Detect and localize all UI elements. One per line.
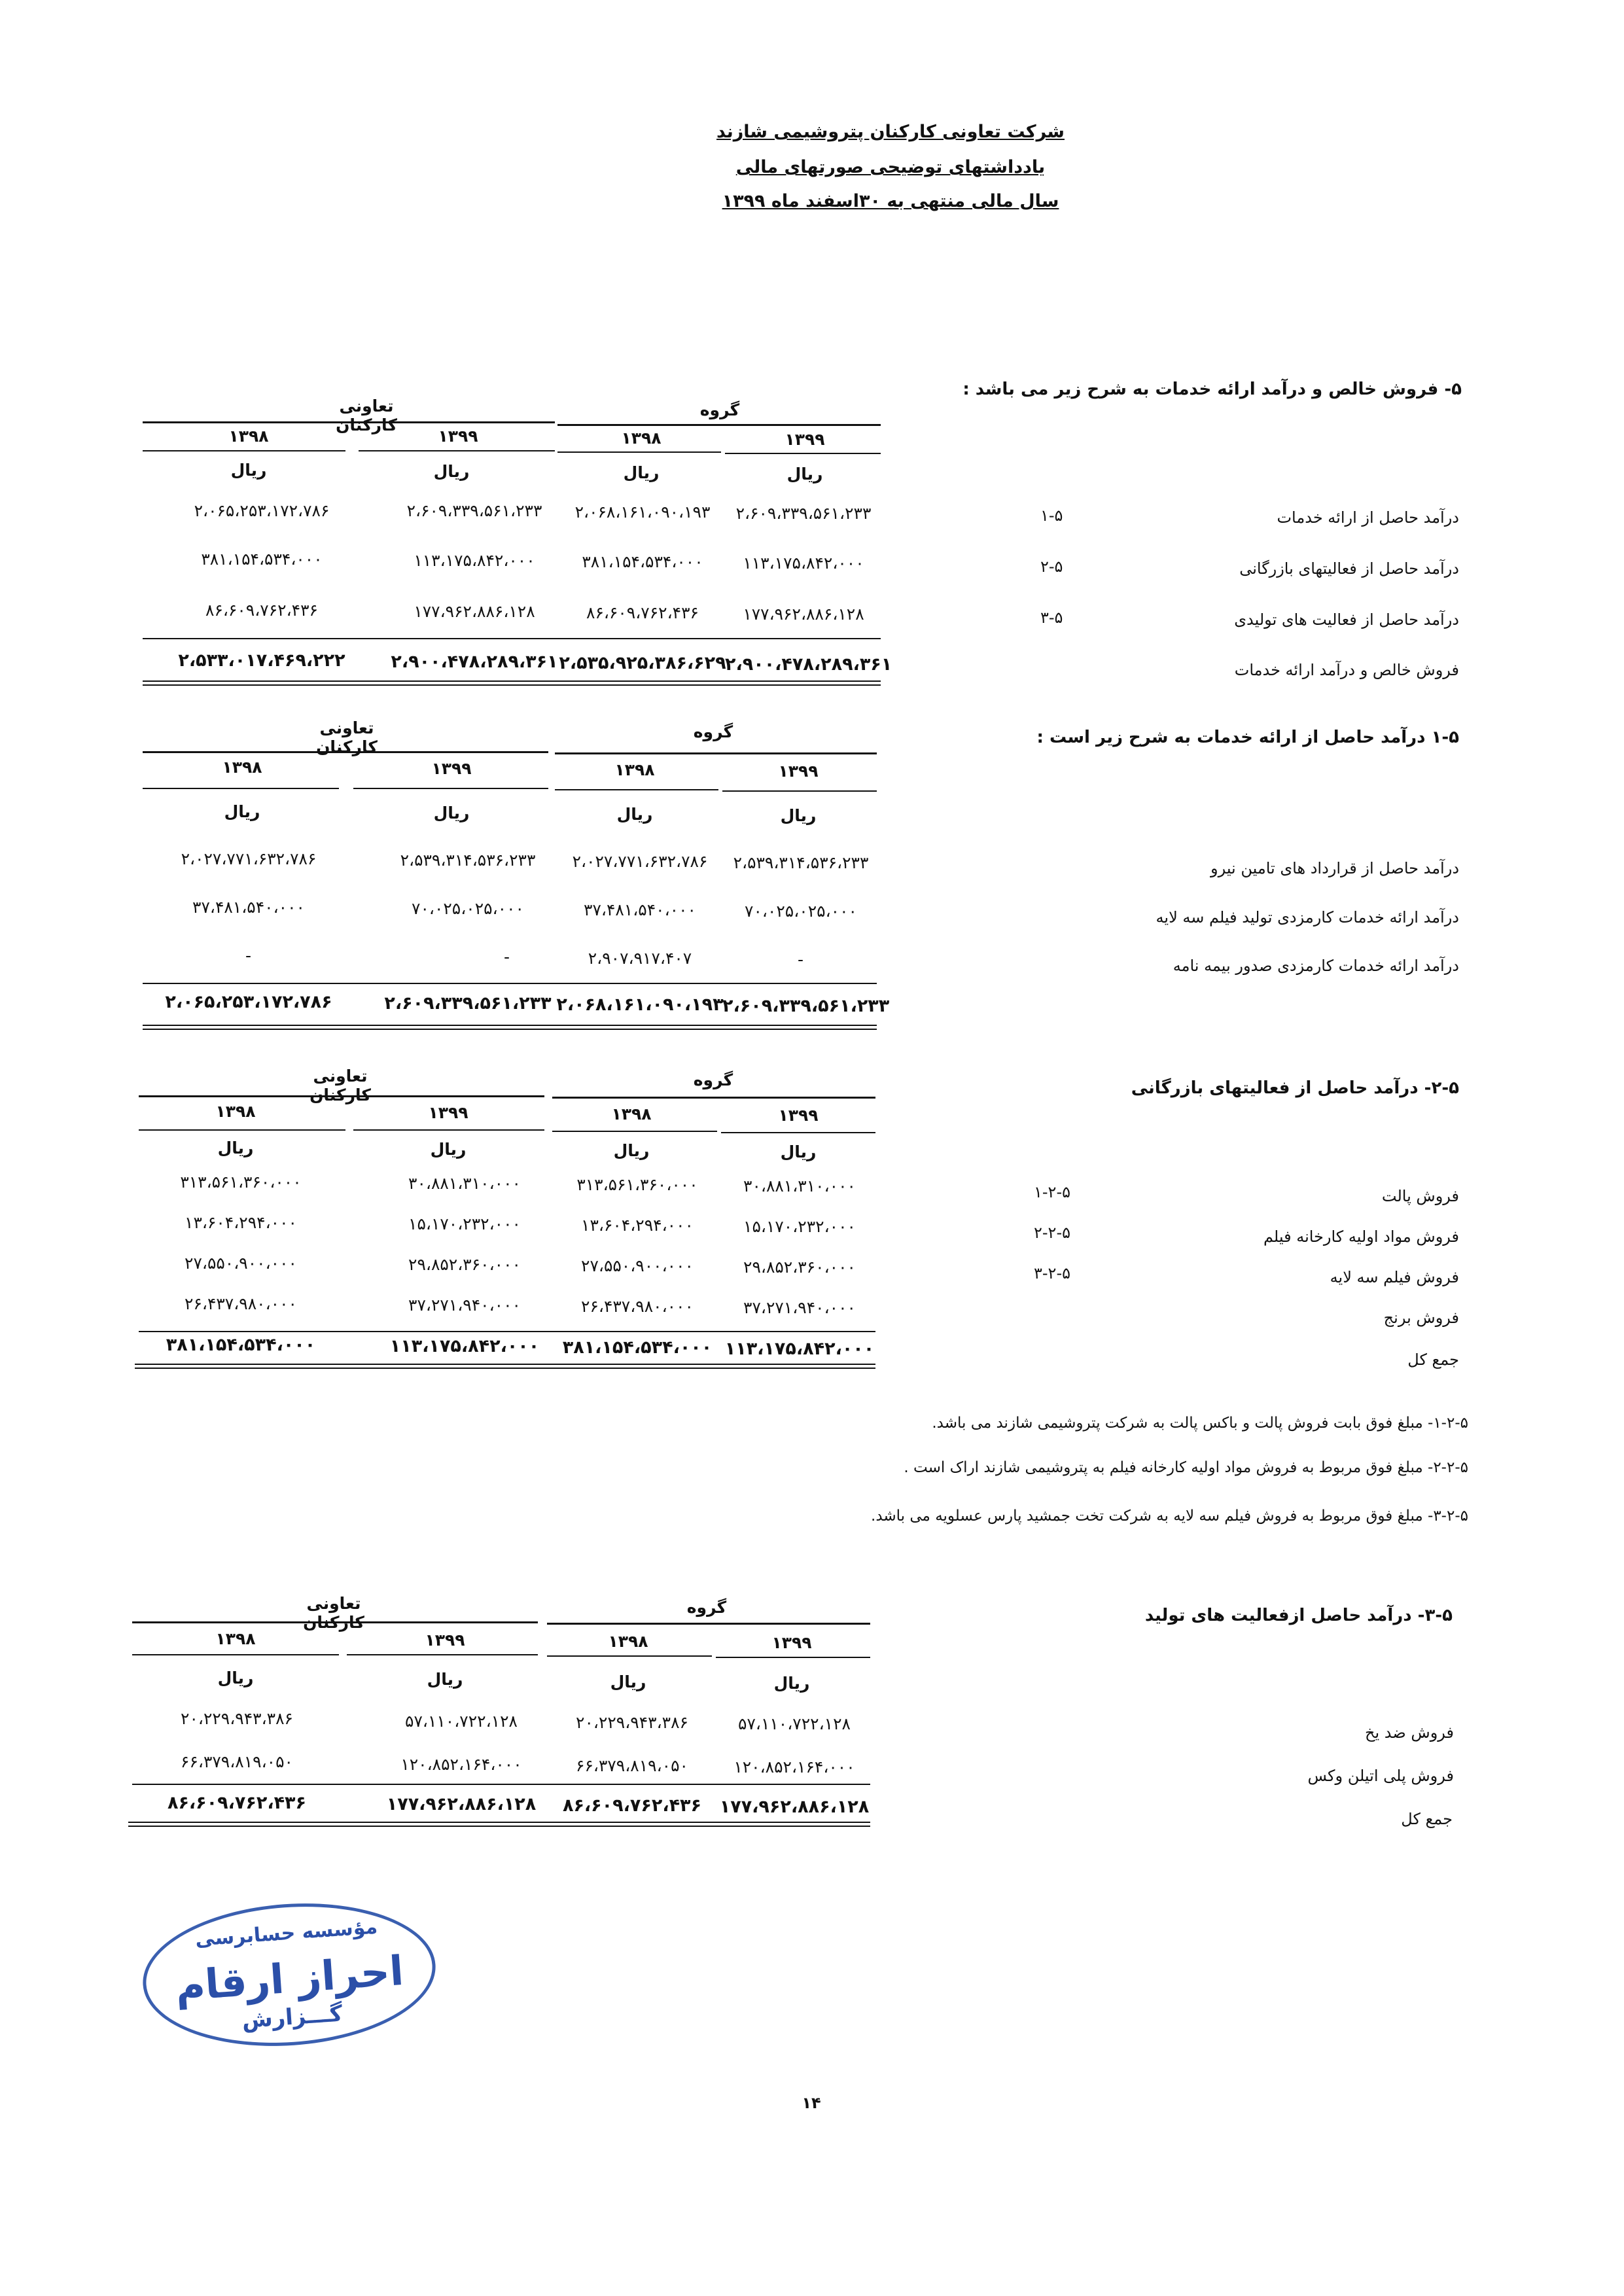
group-heading: گروه [693, 722, 733, 741]
cell-coop-1398: ۶۶،۳۷۹،۸۱۹،۰۵۰ [181, 1752, 293, 1771]
unit-rial: ریال [224, 802, 260, 821]
unit-rial: ریال [217, 1669, 254, 1687]
stamp-line-2: احراز ارقام [173, 1946, 406, 2011]
document-subtitle: یادداشتهای توضیحی صورتهای مالی [735, 157, 1046, 177]
cell-group-1399: ۱۲۰،۸۵۲،۱۶۴،۰۰۰ [733, 1757, 855, 1776]
section-5-3-title: ۳-۵- درآمد حاصل ازفعالیت های تولید [1144, 1606, 1453, 1625]
total-coop-1399: ۲،۹۰۰،۴۷۸،۲۸۹،۳۶۱ [391, 652, 558, 672]
col-group-1399: ۱۳۹۹ [778, 1106, 819, 1125]
total-group-1398: ۲،۵۳۵،۹۲۵،۳۸۶،۶۲۹ [559, 653, 726, 673]
total-coop-1398: ۲،۵۳۳،۰۱۷،۴۶۹،۲۲۲ [178, 650, 345, 671]
row-label: درآمد ارائه خدمات کارمزدی صدور بیمه نامه [1173, 957, 1459, 975]
note-ref: ۲-۲-۵ [1034, 1224, 1070, 1242]
col-coop-1399: ۱۳۹۹ [425, 1631, 465, 1650]
footnote: ۳-۲-۵- مبلغ فوق مربوط به فروش فیلم سه لایه به شرکت تخت جمشید پارس عسلویه می باشد. [871, 1508, 1468, 1525]
total-group-1399: ۱۱۳،۱۷۵،۸۴۲،۰۰۰ [724, 1339, 875, 1359]
fiscal-period: سال مالی منتهی به ۳۰اسفند ماه ۱۳۹۹ [722, 191, 1059, 211]
unit-rial: ریال [623, 463, 660, 482]
cell-group-1398: ۲،۰۶۸،۱۶۱،۰۹۰،۱۹۳ [574, 503, 711, 521]
auditor-stamp [138, 1894, 440, 2056]
unit-rial: ریال [430, 1140, 467, 1159]
section-5-title: ۵- فروش خالص و درآمد ارائه خدمات به شرح زیر می باشد : [962, 380, 1462, 399]
total-label: فروش خالص و درآمد ارائه خدمات [1234, 661, 1459, 679]
cell-coop-1399: ۱۲۰،۸۵۲،۱۶۴،۰۰۰ [400, 1755, 522, 1774]
cell-coop-1399: ۲،۵۳۹،۳۱۴،۵۳۶،۲۳۳ [400, 851, 536, 870]
total-label: جمع کل [1407, 1351, 1459, 1369]
note-ref: ۳-۲-۵ [1034, 1264, 1070, 1282]
cell-coop-1398: ۱۳،۶۰۴،۲۹۴،۰۰۰ [185, 1213, 297, 1232]
unit-rial: ریال [217, 1139, 254, 1157]
row-label: درآمد حاصل از فعالیتهای بازرگانی [1239, 559, 1459, 578]
col-group-1398: ۱۳۹۸ [621, 429, 662, 448]
col-group-1399: ۱۳۹۹ [778, 762, 819, 781]
section-5-2-title: ۲-۵- درآمد حاصل از فعالیتهای بازرگانی [1131, 1078, 1459, 1098]
total-group-1398: ۲،۰۶۸،۱۶۱،۰۹۰،۱۹۳ [556, 995, 724, 1015]
cell-coop-1398: ۲،۰۶۵،۲۵۳،۱۷۲،۷۸۶ [194, 501, 330, 520]
total-coop-1399: ۲،۶۰۹،۳۳۹،۵۶۱،۲۳۳ [384, 993, 552, 1014]
coop-heading: تعاونی کارکنان [303, 1594, 364, 1632]
cell-group-1399: ۲،۶۰۹،۳۳۹،۵۶۱،۲۳۳ [735, 504, 872, 523]
company-title: شرکت تعاونی کارکنان پتروشیمی شازند [716, 122, 1065, 142]
group-heading: گروه [699, 400, 740, 419]
cell-coop-1398: ۳۱۳،۵۶۱،۳۶۰،۰۰۰ [180, 1173, 302, 1192]
col-coop-1398: ۱۳۹۸ [215, 1629, 256, 1648]
cell-coop-1398: ۳۷،۴۸۱،۵۴۰،۰۰۰ [192, 898, 305, 917]
unit-rial: ریال [616, 805, 653, 824]
row-label: درآمد حاصل از فعالیت های تولیدی [1234, 610, 1459, 629]
total-group-1398: ۸۶،۶۰۹،۷۶۲،۴۳۶ [562, 1795, 702, 1816]
section-5-1-title: ۱-۵ درآمد حاصل از ارائه خدمات به شرح زیر است : [1036, 728, 1459, 747]
cell-group-1398: ۳۸۱،۱۵۴،۵۳۴،۰۰۰ [582, 552, 703, 571]
cell-coop-1399: ۳۷،۲۷۱،۹۴۰،۰۰۰ [408, 1296, 521, 1315]
footnote: ۱-۲-۵- مبلغ فوق بابت فروش پالت و باکس پالت به شرکت پتروشیمی شازند می باشد. [932, 1415, 1468, 1432]
cell-coop-1398: ۲۰،۲۲۹،۹۴۳،۳۸۶ [181, 1709, 293, 1728]
row-label: فروش فیلم سه لایه [1330, 1268, 1459, 1286]
cell-coop-1398: ۲۶،۴۳۷،۹۸۰،۰۰۰ [185, 1294, 297, 1313]
cell-coop-1399: ۷۰،۰۲۵،۰۲۵،۰۰۰ [412, 899, 524, 918]
cell-coop-1399: ۳۰،۸۸۱،۳۱۰،۰۰۰ [408, 1174, 521, 1193]
col-coop-1398: ۱۳۹۸ [228, 427, 269, 446]
cell-group-1399: ۱۱۳،۱۷۵،۸۴۲،۰۰۰ [743, 554, 864, 573]
cell-coop-1399: ۱۵،۱۷۰،۲۳۲،۰۰۰ [408, 1214, 521, 1233]
cell-group-1398: ۲،۰۲۷،۷۷۱،۶۳۲،۷۸۶ [572, 852, 708, 871]
note-ref: ۳-۵ [1040, 609, 1063, 627]
row-label: فروش برنج [1383, 1309, 1459, 1327]
unit-rial: ریال [780, 806, 817, 825]
col-group-1399: ۱۳۹۹ [785, 430, 825, 449]
cell-coop-1398: - [245, 946, 253, 965]
total-group-1399: ۱۷۷،۹۶۲،۸۸۶،۱۲۸ [719, 1797, 870, 1817]
page-number: ۱۴ [802, 2094, 821, 2112]
note-ref: ۱-۵ [1040, 506, 1063, 525]
col-coop-1399: ۱۳۹۹ [428, 1103, 468, 1122]
coop-heading: تعاونی کارکنان [309, 1067, 371, 1104]
note-ref: ۲-۵ [1040, 557, 1063, 576]
cell-coop-1399: - [503, 947, 511, 966]
cell-coop-1398: ۲۷،۵۵۰،۹۰۰،۰۰۰ [185, 1254, 297, 1273]
col-group-1398: ۱۳۹۸ [614, 760, 655, 779]
cell-coop-1398: ۸۶،۶۰۹،۷۶۲،۴۳۶ [205, 601, 318, 620]
cell-group-1399: ۲۹،۸۵۲،۳۶۰،۰۰۰ [743, 1258, 856, 1277]
total-label: جمع کل [1401, 1810, 1453, 1828]
row-label: فروش پلی اتیلن وکس [1307, 1767, 1454, 1785]
cell-group-1398: ۲،۹۰۷،۹۱۷،۴۰۷ [588, 949, 692, 968]
cell-group-1398: ۳۷،۴۸۱،۵۴۰،۰۰۰ [584, 900, 696, 919]
cell-group-1398: ۲۰،۲۲۹،۹۴۳،۳۸۶ [576, 1713, 688, 1732]
col-coop-1399: ۱۳۹۹ [431, 759, 472, 778]
total-coop-1398: ۳۸۱،۱۵۴،۵۳۴،۰۰۰ [166, 1335, 316, 1355]
row-label: درآمد حاصل از قرارداد های تامین نیرو [1210, 859, 1459, 877]
cell-group-1398: ۶۶،۳۷۹،۸۱۹،۰۵۰ [576, 1756, 688, 1775]
total-coop-1398: ۲،۰۶۵،۲۵۳،۱۷۲،۷۸۶ [165, 992, 332, 1012]
cell-group-1399: ۲،۵۳۹،۳۱۴،۵۳۶،۲۳۳ [733, 853, 869, 872]
stamp-line-1: مؤسسه حسابرسی [194, 1915, 379, 1951]
cell-group-1399: ۱۵،۱۷۰،۲۳۲،۰۰۰ [743, 1217, 856, 1236]
total-group-1398: ۳۸۱،۱۵۴،۵۳۴،۰۰۰ [562, 1337, 713, 1358]
unit-rial: ریال [773, 1674, 810, 1693]
cell-coop-1399: ۱۷۷،۹۶۲،۸۸۶،۱۲۸ [414, 602, 535, 621]
cell-group-1398: ۳۱۳،۵۶۱،۳۶۰،۰۰۰ [576, 1175, 698, 1194]
col-group-1398: ۱۳۹۸ [608, 1632, 648, 1651]
group-heading: گروه [686, 1598, 727, 1617]
col-group-1398: ۱۳۹۸ [611, 1104, 652, 1123]
cell-group-1399: ۱۷۷،۹۶۲،۸۸۶،۱۲۸ [743, 605, 864, 624]
cell-group-1398: ۲۶،۴۳۷،۹۸۰،۰۰۰ [581, 1297, 694, 1316]
row-label: فروش پالت [1381, 1187, 1459, 1205]
total-coop-1399: ۱۷۷،۹۶۲،۸۸۶،۱۲۸ [386, 1794, 537, 1814]
cell-coop-1398: ۳۸۱،۱۵۴،۵۳۴،۰۰۰ [201, 550, 323, 569]
cell-group-1399: - [797, 950, 805, 969]
unit-rial: ریال [780, 1142, 817, 1161]
unit-rial: ریال [433, 462, 470, 481]
unit-rial: ریال [613, 1141, 650, 1160]
total-group-1399: ۲،۹۰۰،۴۷۸،۲۸۹،۳۶۱ [725, 654, 892, 675]
row-label: فروش مواد اولیه کارخانه فیلم [1263, 1227, 1459, 1246]
unit-rial: ریال [433, 804, 470, 822]
col-group-1399: ۱۳۹۹ [771, 1633, 812, 1652]
cell-group-1398: ۲۷،۵۵۰،۹۰۰،۰۰۰ [581, 1256, 694, 1275]
cell-coop-1399: ۱۱۳،۱۷۵،۸۴۲،۰۰۰ [414, 551, 535, 570]
stamp-line-3: گـــزارش [241, 2000, 344, 2034]
cell-group-1399: ۳۰،۸۸۱،۳۱۰،۰۰۰ [743, 1176, 856, 1195]
col-coop-1399: ۱۳۹۹ [438, 427, 478, 446]
row-label: درآمد ارائه خدمات کارمزدی تولید فیلم سه لایه [1156, 908, 1459, 927]
coop-heading: تعاونی کارکنان [336, 397, 397, 434]
col-coop-1398: ۱۳۹۸ [215, 1102, 256, 1121]
total-group-1399: ۲،۶۰۹،۳۳۹،۵۶۱،۲۳۳ [722, 996, 890, 1016]
col-coop-1398: ۱۳۹۸ [222, 758, 262, 777]
cell-group-1398: ۸۶،۶۰۹،۷۶۲،۴۳۶ [586, 603, 699, 622]
cell-group-1399: ۷۰،۰۲۵،۰۲۵،۰۰۰ [745, 902, 857, 921]
cell-coop-1399: ۲۹،۸۵۲،۳۶۰،۰۰۰ [408, 1255, 521, 1274]
row-label: فروش ضد یخ [1364, 1723, 1454, 1742]
cell-group-1399: ۳۷،۲۷۱،۹۴۰،۰۰۰ [743, 1298, 856, 1317]
unit-rial: ریال [427, 1670, 463, 1689]
coop-heading: تعاونی کارکنان [316, 718, 378, 756]
group-heading: گروه [693, 1070, 733, 1089]
footnote: ۲-۲-۵- مبلغ فوق مربوط به فروش مواد اولیه کارخانه فیلم به پتروشیمی شازند اراک است . [904, 1459, 1468, 1476]
unit-rial: ریال [230, 461, 267, 480]
note-ref: ۱-۲-۵ [1034, 1183, 1070, 1201]
total-coop-1398: ۸۶،۶۰۹،۷۶۲،۴۳۶ [167, 1793, 307, 1813]
cell-group-1398: ۱۳،۶۰۴،۲۹۴،۰۰۰ [581, 1216, 694, 1235]
cell-coop-1399: ۲،۶۰۹،۳۳۹،۵۶۱،۲۳۳ [406, 501, 542, 520]
unit-rial: ریال [610, 1672, 646, 1691]
cell-group-1399: ۵۷،۱۱۰،۷۲۲،۱۲۸ [738, 1714, 851, 1733]
row-label: درآمد حاصل از ارائه خدمات [1277, 508, 1459, 527]
total-coop-1399: ۱۱۳،۱۷۵،۸۴۲،۰۰۰ [389, 1336, 540, 1356]
unit-rial: ریال [786, 465, 823, 484]
cell-coop-1398: ۲،۰۲۷،۷۷۱،۶۳۲،۷۸۶ [181, 849, 317, 868]
cell-coop-1399: ۵۷،۱۱۰،۷۲۲،۱۲۸ [405, 1712, 518, 1731]
